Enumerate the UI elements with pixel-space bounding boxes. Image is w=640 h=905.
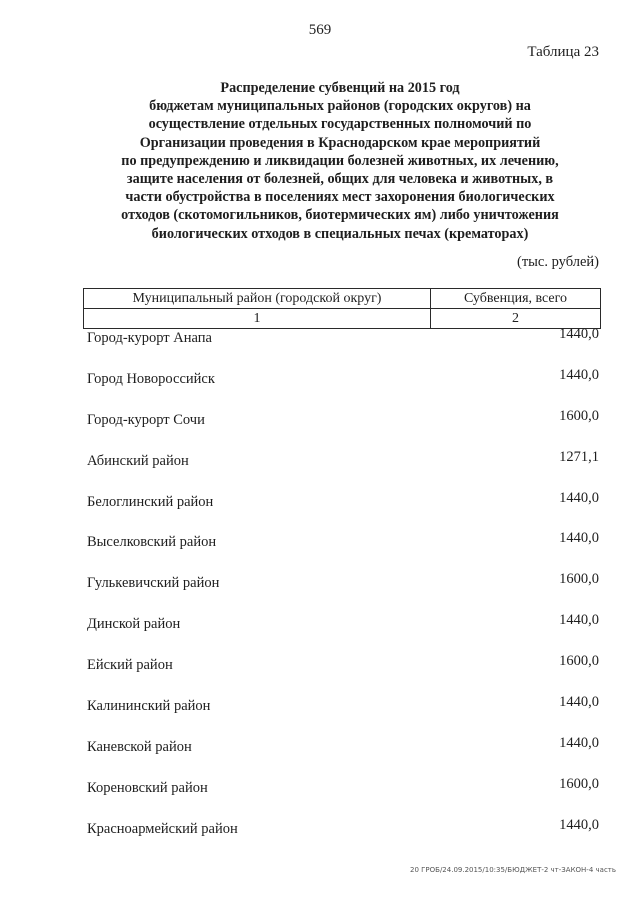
subvention-value: 1600,0 [559,775,599,792]
subvention-value: 1440,0 [559,734,599,751]
table-label: Таблица 23 [527,44,599,60]
column-number-2: 2 [431,309,601,329]
district-name: Кореновский район [87,779,208,796]
district-name: Динской район [87,616,181,633]
title-line: Организации проведения в Краснодарском крае мероприятий [139,134,541,151]
subvention-value: 1600,0 [559,571,599,588]
subvention-value: 1440,0 [559,612,599,629]
title-line: бюджетам муниципальных районов (городских округов) на [149,98,531,115]
district-name: Город-курорт Анапа [87,330,212,346]
district-name: Белоглинский район [87,493,214,510]
subvention-value: 1271,1 [559,448,599,465]
title-line: отходов (скотомогильников, биотермических ям) либо уничтожения [121,207,559,224]
table-row [0,775,640,821]
table-row [0,407,640,453]
district-name: Город Новороссийск [87,370,215,387]
subvention-value: 1440,0 [559,326,599,342]
title-line: биологических отходов в специальных печах (крематорах) [151,225,529,242]
column-header-district: Муниципальный район (городской округ) [84,289,431,309]
table-row [0,816,640,862]
title-line: осуществление отдельных государственных полномочий по [148,116,532,133]
subvention-value: 1600,0 [559,653,599,670]
column-number-row [84,309,601,329]
district-name: Красноармейский район [87,820,238,837]
district-name: Ейский район [87,657,173,674]
district-name: Гулькевичский район [87,575,220,592]
table-row [0,448,640,494]
district-name: Калининский район [87,698,211,715]
title-line: Распределение субвенций на 2015 год [220,80,460,96]
column-header-subvention: Субвенция, всего [431,289,601,309]
title-line: части обустройства в поселениях мест захоронения биологических [125,189,555,206]
table-row [0,734,640,780]
page-number: 569 [308,22,332,38]
document-title [70,79,610,243]
units-label: (тыс. рублей) [517,254,599,270]
subvention-value: 1440,0 [559,530,599,547]
district-name: Каневской район [87,738,192,755]
table-row [0,571,640,616]
table-row [0,612,640,657]
title-line: по предупреждению и ликвидации болезней животных, их лечению, [121,152,559,169]
table-row [0,366,640,412]
subvention-value: 1440,0 [559,366,599,383]
table-row [0,694,640,739]
subvention-value: 1440,0 [559,694,599,711]
subvention-value: 1440,0 [559,489,599,506]
table-header [83,288,601,329]
table-row [0,653,640,698]
table-row [0,489,640,535]
column-number-1: 1 [84,309,431,329]
title-line: защите населения от болезней, общих для человека и животных, в [126,171,554,188]
district-name: Выселковский район [87,534,217,551]
district-name: Город-курорт Сочи [87,411,205,428]
subvention-value: 1600,0 [559,407,599,424]
district-name: Абинский район [87,452,189,469]
table-row [0,326,640,371]
table-row [0,530,640,575]
header-row [84,289,601,309]
table-body [0,326,640,862]
subvention-value: 1440,0 [559,816,599,833]
footer-stamp: 20 ГРОБ/24.09.2015/10:35/БЮДЖЕТ-2 чт-ЗАКОН-4 часть [410,866,616,874]
